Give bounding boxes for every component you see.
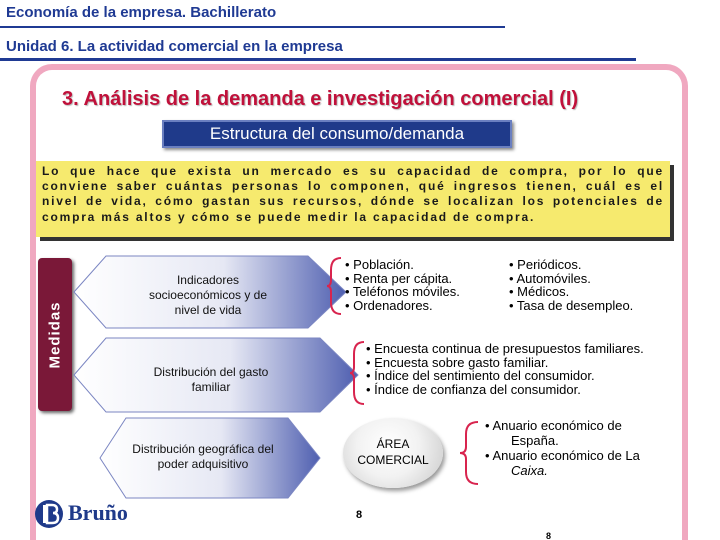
page-number-small: 8 — [546, 531, 552, 540]
list-item: • Médicos. — [509, 284, 570, 299]
area-comercial-label — [343, 436, 443, 468]
list-item: • Ordenadores. — [345, 297, 433, 313]
measure-label-1: Indicadores socioeconómicos y de nivel de vida — [148, 273, 268, 317]
list-item: • Encuesta continua de presupuestos familiares. — [366, 341, 644, 356]
measure-list-2 — [366, 342, 644, 396]
list-item: • Población. — [345, 257, 414, 272]
unit-title: Unidad 6. La actividad comercial en la empresa — [6, 38, 343, 55]
course-title: Economía de la empresa. Bachillerato — [6, 4, 277, 21]
section-title: 3. Análisis de la demanda e investigación comercial (I) — [62, 88, 579, 110]
header-divider-top — [0, 26, 505, 28]
brand-name: Bruño — [68, 500, 128, 525]
medidas-side-label — [38, 258, 72, 411]
page-number: 8 — [356, 509, 363, 521]
area-label-line1: ÁREA — [376, 437, 410, 451]
list-item: • Teléfonos móviles. — [345, 284, 460, 299]
list-item: • Anuario económico de — [485, 418, 622, 433]
brace-icon-3 — [460, 420, 480, 486]
brace-icon-1 — [327, 256, 343, 316]
list-item: • Tasa de desempleo. — [509, 297, 634, 313]
medidas-text: Medidas — [46, 300, 64, 369]
list-item: España. — [511, 433, 559, 448]
list-item: • Anuario económico de La — [485, 448, 640, 463]
list-item: • Periódicos. — [509, 257, 582, 272]
measure-list-1-left — [345, 258, 460, 312]
list-item: • Índice de confianza del consumidor. — [366, 381, 581, 397]
header-divider-bottom — [0, 58, 636, 61]
measure-list-3 — [485, 418, 640, 478]
measure-list-1-right — [509, 258, 633, 312]
measure-label-2: Distribución del gasto familiar — [153, 365, 269, 394]
list-item: Caixa. — [511, 463, 548, 478]
list-item: • Renta per cápita. — [345, 270, 453, 286]
slide-header — [0, 0, 720, 62]
brace-icon-2 — [350, 340, 366, 406]
area-label-line2: COMERCIAL — [357, 453, 429, 467]
list-item: • Automóviles. — [509, 270, 591, 286]
measure-label-3: Distribución geográfica del poder adquisitivo — [132, 442, 274, 471]
subtitle-box: Estructura del consumo/demanda — [162, 120, 512, 148]
list-item: • Índice del sentimiento del consumidor. — [366, 368, 595, 383]
description-box: Lo que hace que exista un mercado es su capacidad de compra, por lo que conviene saber cuántas personas lo componen, qué ingresos tienen, cuál es el nivel de vida, cómo gastan sus recursos, dónde se localizan los potenciales de compra más altos y cómo se puede medir la capacidad de compra. — [36, 161, 670, 237]
list-item: • Encuesta sobre gasto familiar. — [366, 354, 549, 370]
